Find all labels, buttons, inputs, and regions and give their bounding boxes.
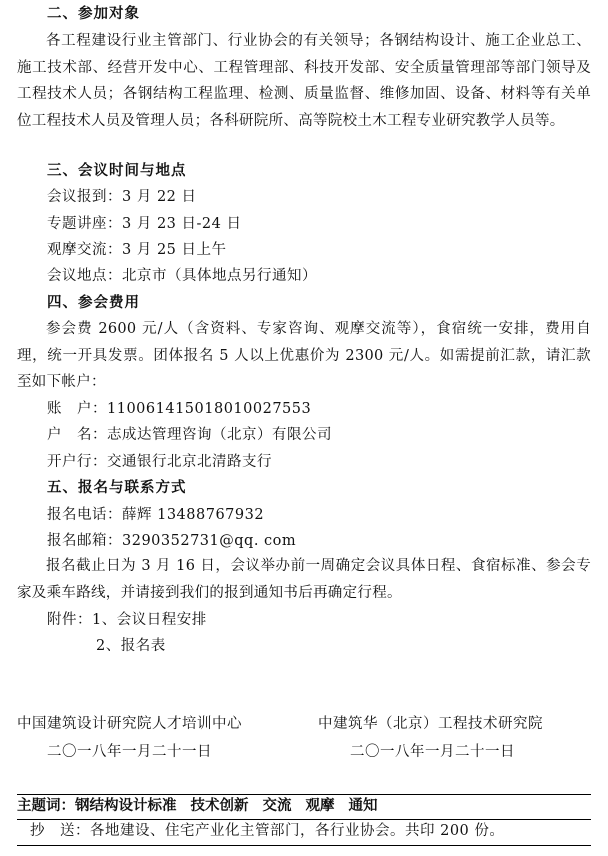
subject-top-rule: [17, 794, 591, 795]
section3-heading: 三、会议时间与地点: [47, 163, 187, 179]
section2-heading: 二、参加对象: [47, 6, 140, 22]
subject-label: 主题词：: [17, 798, 75, 814]
account-row: [47, 399, 311, 419]
attachment-1: 附件：1、会议日程安排: [47, 612, 207, 628]
subject-line: [17, 796, 392, 816]
account-name-label: 户 名：: [47, 427, 107, 443]
subject-keyword: 观摩: [305, 798, 335, 814]
bank-row: [47, 452, 272, 472]
phone-value: 薛辉 13488767932: [122, 507, 265, 523]
observation-date: 观摩交流：3 月 25 日上午: [47, 242, 227, 258]
registration-date: 会议报到：3 月 22 日: [47, 189, 197, 205]
lecture-dates: 专题讲座：3 月 23 日-24 日: [47, 216, 242, 232]
email-value: 3290352731@qq. com: [122, 533, 297, 549]
subject-keyword: 交流: [262, 798, 292, 814]
meeting-location: 会议地点：北京市（具体地点另行通知）: [47, 268, 317, 284]
date-left: 二〇一八年一月二十一日: [47, 744, 212, 760]
section2-paragraph: 各工程建设行业主管部门、行业协会的有关领导；各钢结构设计、施工企业总工、施工技术部、经营开发中心、工程管理部、科技开发部、安全质量管理部等部门领导及工程技术人员；各钢结构工程监理、检测、质量监督、维修加固、设备、材料等有关单位工程技术人员及管理人员；各科研院所、高等院校土木工程专业研究教学人员等。: [17, 33, 591, 129]
account-name-row: [47, 425, 332, 445]
org-right: 中建筑华（北京）工程技术研究院: [318, 716, 543, 732]
cc-top-rule: [17, 819, 591, 820]
email-label: 报名邮箱：: [47, 533, 122, 549]
attachment-2: 2、报名表: [96, 638, 166, 654]
phone-row: [47, 505, 264, 525]
subject-keyword: 钢结构设计标准: [75, 798, 177, 814]
email-row: [47, 531, 296, 551]
org-left: 中国建筑设计研究院人才培训中心: [17, 716, 242, 732]
bank-name: 交通银行北京北清路支行: [107, 454, 272, 470]
account-name: 志成达管理咨询（北京）有限公司: [107, 427, 332, 443]
section4-paragraph: 参会费 2600 元/人（含资料、专家咨询、观摩交流等），食宿统一安排，费用自理，统一开具发票。团体报名 5 人以上优惠价为 2300 元/人。如需提前汇款，请汇款至如下帐户：: [17, 321, 591, 390]
cc-line: 抄 送：各地建设、住宅产业化主管部门，各行业协会。共印 200 份。: [30, 823, 505, 839]
subject-keyword: 技术创新: [190, 798, 249, 814]
cc-bottom-rule: [17, 845, 591, 846]
date-right: 二〇一八年一月二十一日: [350, 744, 515, 760]
subject-keyword: 通知: [348, 798, 378, 814]
section5-paragraph: 报名截止日为 3 月 16 日，会议举办前一周确定会议具体日程、食宿标准、参会专家及乘车路线，并请接到我们的报到通知书后再确定行程。: [17, 558, 591, 601]
section4-heading: 四、参会费用: [47, 295, 140, 311]
account-label: 账 户：: [47, 401, 107, 417]
account-number: 110061415018010027553: [107, 401, 312, 417]
phone-label: 报名电话：: [47, 507, 122, 523]
bank-label: 开户行：: [47, 454, 107, 470]
section5-heading: 五、报名与联系方式: [47, 480, 187, 496]
